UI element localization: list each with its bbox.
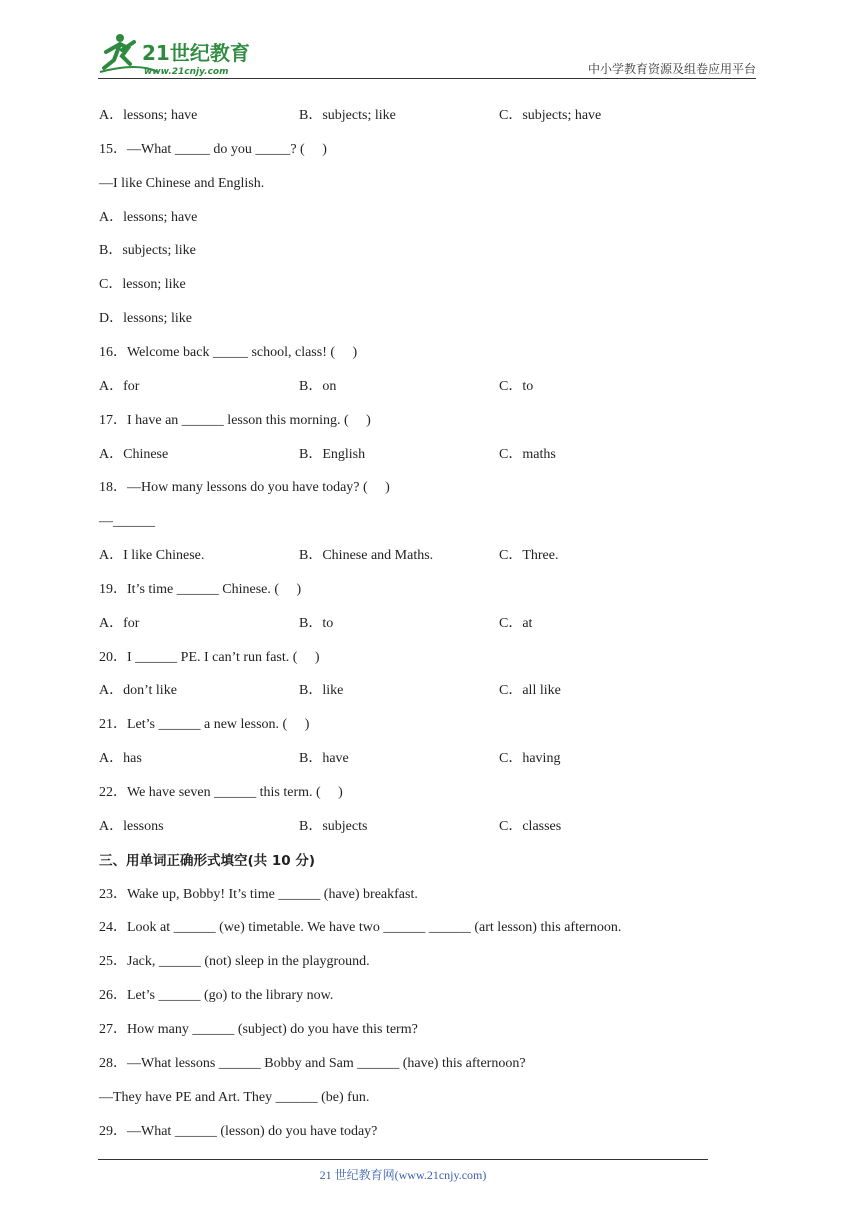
question-line: 15．—What _____ do you _____? ( ) <box>99 141 327 157</box>
option: C．maths <box>499 446 556 462</box>
question-line: 28．—What lessons ______ Bobby and Sam ______ (have) this afternoon? <box>99 1055 526 1071</box>
option: C．classes <box>499 818 562 834</box>
option: A．I like Chinese. <box>99 548 205 564</box>
option: B．on <box>299 378 337 394</box>
question-line: B．subjects; like <box>99 243 196 259</box>
question-line: 26．Let’s ______ (go) to the library now. <box>99 988 334 1004</box>
question-line: C．lesson; like <box>99 277 186 293</box>
option: A．Chinese <box>99 446 169 462</box>
question-line: D．lessons; like <box>99 311 192 327</box>
option: B．English <box>299 446 366 462</box>
header-slogan: 中小学教育资源及组卷应用平台 <box>587 62 756 76</box>
question-line: 18．—How many lessons do you have today? ( ) <box>99 480 390 496</box>
option: A．don’t like <box>99 683 177 699</box>
page-header <box>98 30 756 80</box>
option: B．have <box>299 751 349 767</box>
option: B．subjects; like <box>299 108 396 123</box>
question-line: —I like Chinese and English. <box>99 175 265 191</box>
logo-21cnjy <box>98 32 268 76</box>
option: C．Three. <box>499 548 559 564</box>
question-line: 17．I have an ______ lesson this morning. ( ) <box>99 412 371 428</box>
question-line: 23．Wake up, Bobby! It’s time ______ (have) breakfast. <box>99 886 418 902</box>
question-line: 19．It’s time ______ Chinese. ( ) <box>99 581 302 597</box>
footer-text: 21 世纪教育网(www.21cnjy.com) <box>319 1168 487 1182</box>
header-divider <box>98 78 756 79</box>
option: A．has <box>99 751 142 767</box>
option: A．lessons <box>99 818 164 834</box>
option: A．for <box>99 615 140 631</box>
option: C．to <box>499 378 534 394</box>
question-line: 20．I ______ PE. I can’t run fast. ( ) <box>99 649 320 665</box>
question-line: 27．How many ______ (subject) do you have this term? <box>99 1021 418 1037</box>
option: C．having <box>499 751 561 767</box>
question-line: 24．Look at ______ (we) timetable. We have two ______ ______ (art lesson) this afternoon. <box>99 920 622 936</box>
question-line: 22．We have seven ______ this term. ( ) <box>99 785 343 800</box>
question-line: 29．—What ______ (lesson) do you have today? <box>99 1123 378 1139</box>
option: B．subjects <box>299 818 368 834</box>
option: B．Chinese and Maths. <box>299 548 434 564</box>
logo-text: 21世纪教育 <box>142 41 250 65</box>
question-line: A．lessons; have <box>99 209 198 225</box>
section-heading: 三、用单词正确形式填空(共 10 分) <box>99 852 316 869</box>
option: C．subjects; have <box>499 108 602 123</box>
option: B．like <box>299 683 344 699</box>
question-line: 21．Let’s ______ a new lesson. ( ) <box>99 717 310 733</box>
question-line: —They have PE and Art. They ______ (be) fun. <box>99 1089 370 1105</box>
option: B．to <box>299 615 334 631</box>
option: C．all like <box>499 683 561 699</box>
question-line: 25．Jack, ______ (not) sleep in the playground. <box>99 954 370 970</box>
question-line: 16．Welcome back _____ school, class! ( ) <box>99 344 358 360</box>
logo-url: www.21cnjy.com <box>144 67 229 76</box>
option: A．for <box>99 378 140 394</box>
footer-divider <box>98 1159 708 1160</box>
option: C．at <box>499 615 533 631</box>
option: A．lessons; have <box>99 108 198 123</box>
question-line: —______ <box>99 514 155 530</box>
